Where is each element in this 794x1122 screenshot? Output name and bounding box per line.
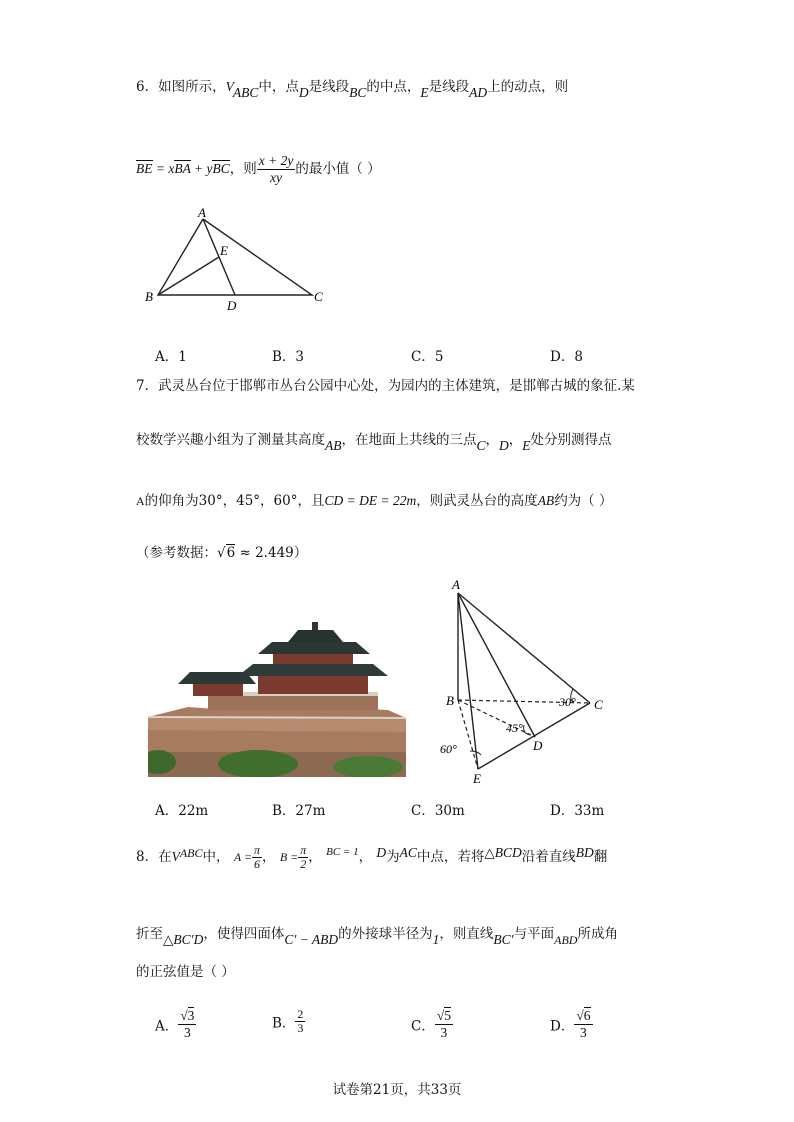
q8-line-3: 的正弦值是（ ） <box>136 964 235 980</box>
fraction-denominator: xy <box>270 170 283 185</box>
vector-bc: BC <box>212 161 230 176</box>
q7-option-b[interactable] <box>272 799 325 819</box>
radicand: 5 <box>444 1008 452 1023</box>
option-fraction <box>435 1008 453 1041</box>
math-b-eq: B = <box>279 850 299 864</box>
label-e: E <box>473 771 481 785</box>
q8-text: 所成角 <box>577 926 618 942</box>
label-d: D <box>227 298 237 313</box>
triangle-symbol: V <box>171 849 180 864</box>
q8-text: 与平面 <box>513 926 555 942</box>
fraction-denominator: 3 <box>440 1025 448 1040</box>
q8-text: 折至 <box>136 926 163 942</box>
math-ac: AC <box>399 845 417 860</box>
q6-text: 是线段 <box>308 79 350 95</box>
q6-line-2 <box>136 150 381 188</box>
segment-ad <box>458 593 535 737</box>
q7-geometry-figure <box>440 575 640 785</box>
q8-text: 为 <box>386 849 400 865</box>
math-triangle-bcd: △BCD <box>484 845 522 860</box>
math-d: D <box>499 438 509 453</box>
q7-text: 约为（ ） <box>554 493 613 509</box>
option-label: D． <box>550 1018 575 1035</box>
q6-text: ，则 <box>229 161 257 177</box>
q7-text: ，则武灵丛台的高度 <box>416 493 538 509</box>
option-label: B． <box>272 1015 296 1032</box>
q8-text: 中， <box>202 849 230 865</box>
q6-option-b[interactable] <box>272 345 304 365</box>
math-a-eq: A = <box>233 850 253 864</box>
label-c: C <box>594 697 603 712</box>
q7-line-1: 7．武灵丛台位于邯郸市丛台公园中心处，为园内的主体建筑，是邯郸古城的象征.某 <box>136 378 635 394</box>
math-plus: + y <box>190 161 213 176</box>
q8-text: ，则直线 <box>439 926 494 942</box>
segment-ac <box>458 593 590 703</box>
roof-lower <box>238 664 388 676</box>
option-value: 33m <box>574 803 605 819</box>
fraction-denominator: 3 <box>580 1025 587 1040</box>
q7-line-4 <box>136 543 307 563</box>
q7-text: 的仰角为30°，45°，60°，且 <box>144 493 325 509</box>
math-one: 1 <box>432 932 440 947</box>
label-e: E <box>220 243 228 258</box>
label-45deg: 45° <box>506 721 523 735</box>
q7-option-d[interactable] <box>550 799 604 819</box>
math-d: D <box>376 845 387 860</box>
label-c: C <box>314 289 323 304</box>
option-label: C． <box>411 803 435 819</box>
segment-be <box>158 257 219 295</box>
option-value: 3 <box>295 349 305 365</box>
vector-ba: BA <box>174 161 191 176</box>
fraction-denominator: 6 <box>254 857 261 871</box>
q8-text: 的外接球半径为 <box>338 926 433 942</box>
option-label: A． <box>155 349 179 365</box>
option-value: 27m <box>295 803 326 819</box>
q8-text: 沿着直线 <box>521 849 576 865</box>
triangle-abc <box>158 219 312 295</box>
q6-option-c[interactable] <box>411 345 443 365</box>
q6-triangle-figure <box>140 205 340 315</box>
fraction-numerator: √5 <box>436 1008 452 1023</box>
q6-text: 上的动点，则 <box>487 79 569 95</box>
q7-text: ， <box>508 432 523 448</box>
fraction-denominator: 3 <box>297 1021 304 1035</box>
q8-number: 8．在 <box>136 849 172 865</box>
q8-line-1: 8．在VABC中， A = $\frac{\pi}{6}$ ， B = $\frac{\pi}{2}$ ， $^{BC = 1}$， D为AC中点，若将△BCD沿着直线BD翻 <box>136 843 608 871</box>
q8-option-d[interactable] <box>550 1008 593 1041</box>
radicand: 6 <box>583 1008 591 1023</box>
q7-line-3 <box>136 491 612 511</box>
math-bc: BC <box>349 85 367 100</box>
q8-option-a[interactable] <box>155 1008 196 1041</box>
fraction-numerator: π <box>300 843 307 857</box>
q6-text: 是线段 <box>428 79 470 95</box>
q6-text: 的最小值（ ） <box>295 161 381 177</box>
page-footer: 试卷第21页，共33页 <box>332 1082 462 1098</box>
option-label: A． <box>155 803 179 819</box>
q7-text: A <box>136 494 145 508</box>
q6-option-d[interactable] <box>550 345 583 365</box>
option-label: C． <box>411 349 435 365</box>
roof-middle <box>258 642 370 654</box>
fraction-b <box>298 844 308 871</box>
fraction-numerator: 2 <box>297 1007 304 1021</box>
math-bd: BD <box>575 845 594 860</box>
segment-bd <box>458 700 535 737</box>
option-fraction <box>295 1008 305 1035</box>
math-bc-eq: BC = 1 <box>326 846 359 858</box>
option-value: 1 <box>178 349 187 365</box>
q7-option-c[interactable] <box>411 799 465 819</box>
q7-text: 处分别测得点 <box>530 432 612 448</box>
segment-ae <box>458 593 478 769</box>
option-label: A． <box>155 1018 179 1035</box>
fraction-numerator: π <box>254 843 261 857</box>
q6-number: 6． <box>136 79 159 95</box>
label-b: B <box>145 289 153 304</box>
segment-be <box>458 700 478 769</box>
fraction-numerator: √6 <box>576 1008 591 1023</box>
q6-text: 如图所示， <box>158 79 226 95</box>
option-fraction <box>574 1008 592 1041</box>
label-60deg: 60° <box>440 742 457 756</box>
vector-be: BE <box>136 161 153 176</box>
radicand: 3 <box>187 1008 195 1023</box>
q6-line-1 <box>136 77 569 100</box>
tower-photo <box>148 612 406 777</box>
roof-left <box>178 672 256 684</box>
label-b: B <box>446 693 454 708</box>
option-label: B． <box>272 349 296 365</box>
fraction-numerator: x + 2y <box>258 153 294 168</box>
label-d: D <box>533 738 543 753</box>
fraction <box>257 153 296 186</box>
option-label: B． <box>272 803 296 819</box>
math-bcp: BC′ <box>493 932 514 947</box>
fraction-numerator: √3 <box>180 1008 195 1023</box>
q8-text: 翻 <box>593 849 608 865</box>
option-label: C． <box>411 1018 435 1035</box>
math-e: E <box>420 85 429 100</box>
math-abc: ABC <box>232 85 259 100</box>
math-ad: AD <box>469 85 488 100</box>
math-c: C <box>476 438 486 453</box>
q8-option-c[interactable] <box>411 1008 453 1041</box>
q7-text: （参考数据： <box>136 545 217 561</box>
math-cd-de: CD = DE = 22m <box>324 493 417 508</box>
q7-line-2 <box>136 430 612 453</box>
label-a: A <box>452 577 460 592</box>
fraction-a <box>252 844 262 871</box>
q7-text: ≈ 2.449） <box>235 545 308 561</box>
option-value: 30m <box>434 803 465 819</box>
math-e: E <box>522 438 531 453</box>
q7-text: ，在地面上共线的三点 <box>341 432 477 448</box>
option-value: 5 <box>434 349 444 365</box>
label-30deg: 30° <box>559 695 576 709</box>
option-label: D． <box>550 349 575 365</box>
q8-option-b[interactable] <box>272 1008 305 1035</box>
option-value: 8 <box>574 349 583 365</box>
q8-line-2 <box>136 924 618 947</box>
math-ab: AB <box>325 438 342 453</box>
math-tetrahedron: C′ − ABD <box>284 932 339 947</box>
option-label: D． <box>550 803 575 819</box>
fraction-denominator: 2 <box>300 857 307 871</box>
label-a: A <box>198 205 206 220</box>
q7-text: ， <box>485 432 500 448</box>
radicand: 6 <box>226 545 236 561</box>
option-value: 22m <box>178 803 209 819</box>
q6-option-a[interactable] <box>155 345 187 365</box>
math-ab: AB <box>537 493 555 508</box>
sqrt: √6 <box>217 545 236 561</box>
q6-text: 的中点， <box>366 79 421 95</box>
fraction-denominator: 3 <box>183 1025 191 1040</box>
math-triangle-bcpd: △BC′D <box>163 932 204 947</box>
q7-text: 校数学兴趣小组为了测量其高度 <box>136 432 325 448</box>
math-eq: = x <box>152 161 175 176</box>
math-abd: ABD <box>554 933 578 947</box>
tree <box>218 750 298 777</box>
q8-text: ，使得四面体 <box>203 926 285 942</box>
q6-text: 中，点 <box>258 79 299 95</box>
q7-option-a[interactable] <box>155 799 208 819</box>
option-fraction <box>178 1008 196 1041</box>
math-abc: ABC <box>179 846 203 860</box>
triangle-symbol: V <box>225 79 233 94</box>
math-d: D <box>298 85 309 100</box>
q8-text: 中点，若将 <box>416 849 485 865</box>
